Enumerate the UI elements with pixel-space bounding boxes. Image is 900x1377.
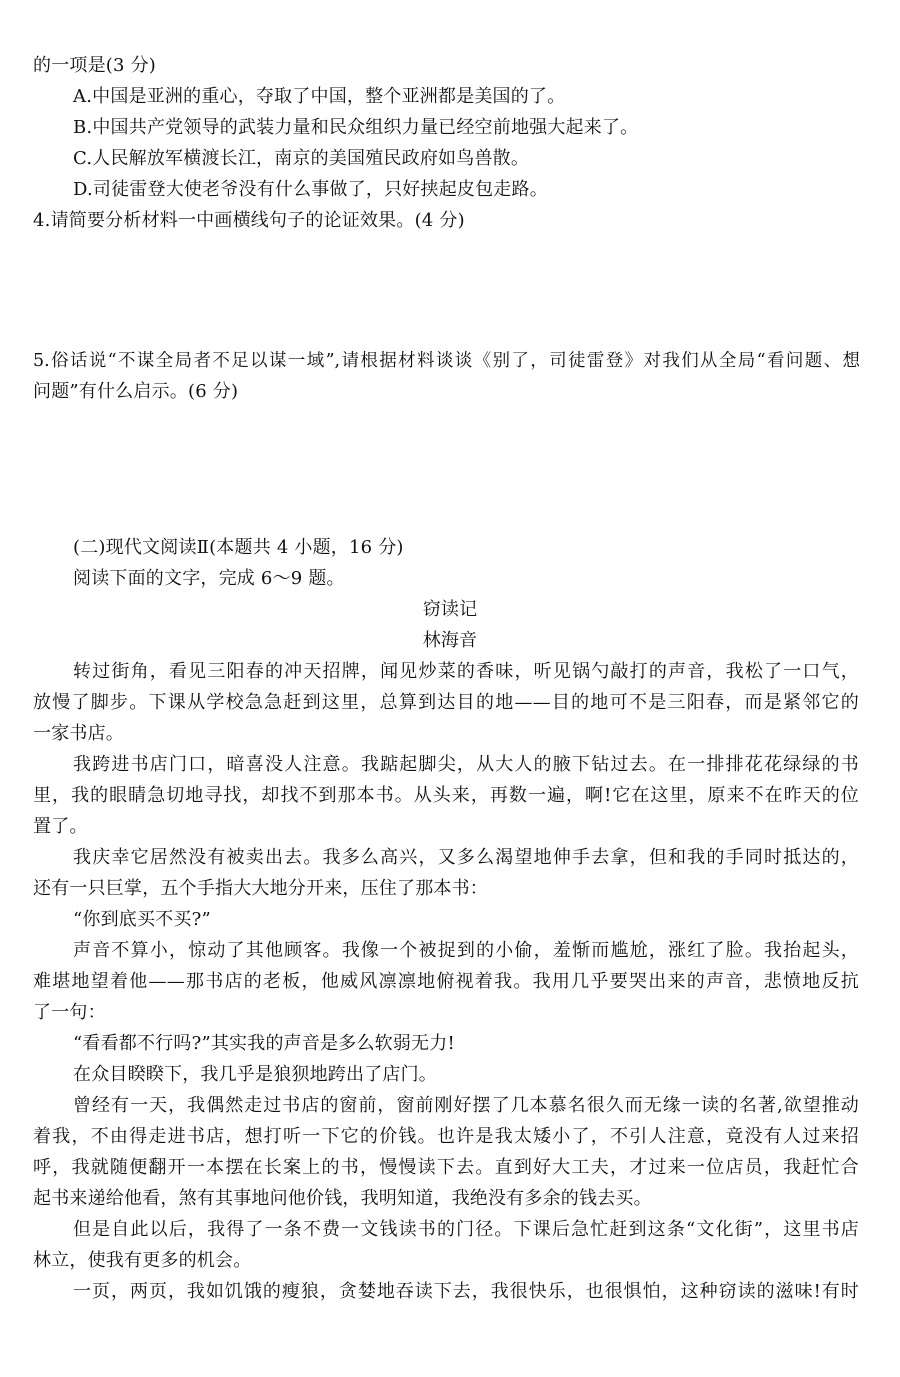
option-d: D.司徒雷登大使老爷没有什么事做了，只好挟起皮包走路。: [73, 179, 548, 200]
article-line: 曾经有一天，我偶然走过书店的窗前，窗前刚好摆了几本慕名很久而无缘一读的名著,欲望推动: [73, 1095, 859, 1116]
article-line: 着我，不由得走进书店，想打听一下它的价钱。也许是我太矮小了，不引人注意，竟没有人过来招: [33, 1126, 859, 1147]
section-heading: (二)现代文阅读Ⅱ(本题共 4 小题，16 分): [73, 537, 404, 558]
article-line: 放慢了脚步。下课从学校急急赶到这里，总算到达目的地——目的地可不是三阳春，而是紧邻它的: [33, 692, 859, 713]
question-5-line-2: 问题”有什么启示。(6 分): [33, 381, 239, 402]
article-line: 一家书店。: [33, 723, 124, 744]
article-line: 转过街角，看见三阳春的冲天招牌，闻见炒菜的香味，听见锅勺敲打的声音，我松了一口气，: [73, 661, 859, 682]
option-b: B.中国共产党领导的武装力量和民众组织力量已经空前地强大起来了。: [73, 117, 639, 138]
option-c: C.人民解放军横渡长江，南京的美国殖民政府如鸟兽散。: [73, 148, 530, 169]
article-author: 林海音: [422, 630, 478, 651]
option-a: A.中国是亚洲的重心，夺取了中国，整个亚洲都是美国的了。: [73, 86, 566, 107]
article-line: 林立，使我有更多的机会。: [33, 1250, 252, 1271]
article-line: “看看都不行吗?”其实我的声音是多么软弱无力!: [73, 1033, 455, 1054]
article-line: 里，我的眼睛急切地寻找，却找不到那本书。从头来，再数一遍，啊!它在这里，原来不在昨天的位: [33, 785, 859, 806]
article-line: 我庆幸它居然没有被卖出去。我多么高兴，又多么渴望地伸手去拿，但和我的手同时抵达的，: [73, 847, 859, 868]
article-line: 难堪地望着他——那书店的老板，他威风凛凛地俯视着我。我用几乎要哭出来的声音，悲愤地反抗: [33, 971, 859, 992]
article-title: 窃读记: [422, 599, 478, 620]
article-line: 还有一只巨掌，五个手指大大地分开来，压住了那本书：: [33, 878, 488, 899]
article-line: 起书来递给他看，煞有其事地问他价钱，我明知道，我绝没有多余的钱去买。: [33, 1188, 652, 1209]
article-line: 在众目睽睽下，我几乎是狼狈地跨出了店门。: [73, 1064, 437, 1085]
question-4: 4.请简要分析材料一中画横线句子的论证效果。(4 分): [33, 210, 465, 231]
question-5-line-1: 5.俗话说“不谋全局者不足以谋一域”,请根据材料谈谈《别了，司徒雷登》对我们从全局“看问题、想: [33, 351, 860, 371]
article-line: 了一句：: [33, 1002, 106, 1023]
article-line: “你到底买不买?”: [73, 909, 211, 930]
section-instruction: 阅读下面的文字，完成 6～9 题。: [73, 568, 345, 589]
article-line: 一页，两页，我如饥饿的瘦狼，贪婪地吞读下去，我很快乐，也很惧怕，这种窃读的滋味!有时: [73, 1281, 859, 1302]
article-line: 声音不算小，惊动了其他顾客。我像一个被捉到的小偷，羞惭而尴尬，涨红了脸。我抬起头，: [73, 940, 859, 961]
article-line: 置了。: [33, 816, 88, 837]
article-line: 但是自此以后，我得了一条不费一文钱读书的门径。下课后急忙赶到这条“文化街”，这里书店: [73, 1219, 859, 1240]
question-3-tail: 的一项是(3 分): [33, 55, 157, 76]
article-line: 呼，我就随便翻开一本摆在长案上的书，慢慢读下去。直到好大工夫，才过来一位店员，我赶忙合: [33, 1157, 859, 1178]
article-line: 我跨进书店门口，暗喜没人注意。我踮起脚尖，从大人的腋下钻过去。在一排排花花绿绿的书: [73, 754, 859, 775]
